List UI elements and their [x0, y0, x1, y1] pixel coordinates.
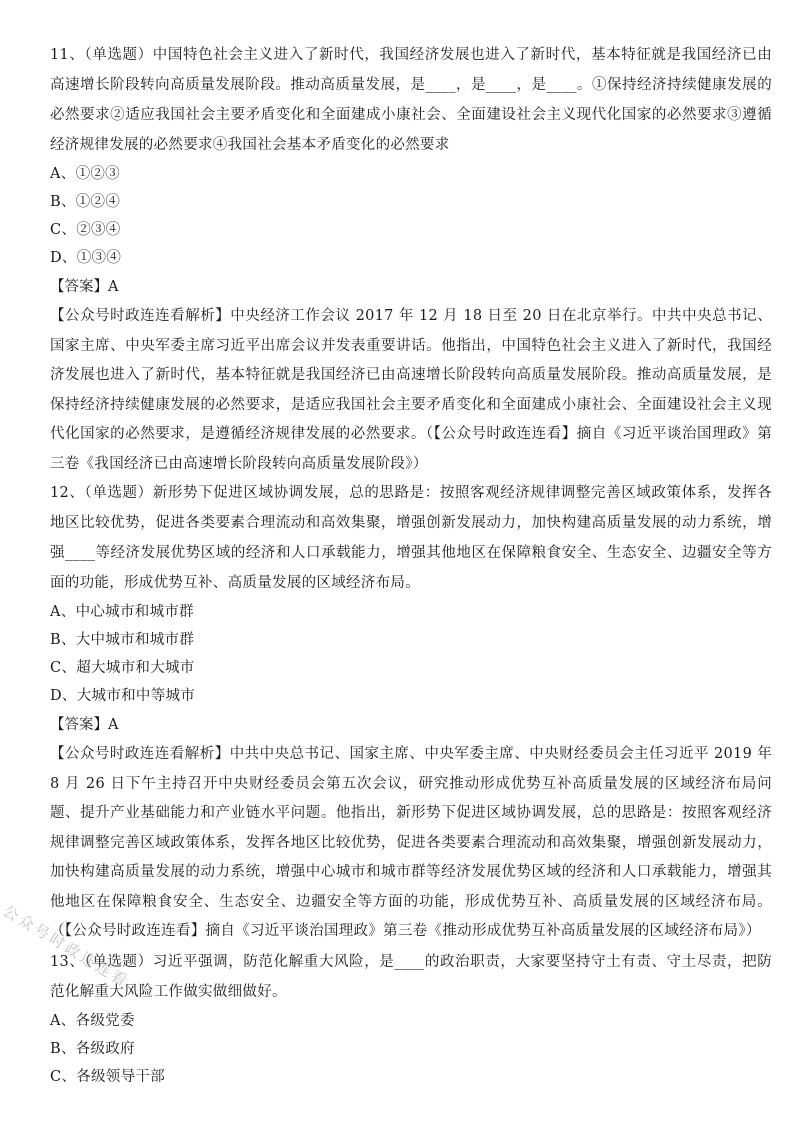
option-a: A、①②③: [50, 166, 120, 182]
question-11: [50, 40, 772, 479]
question-stem: 11、（单选题）中国特色社会主义进入了新时代，我国经济发展也进入了新时代，基本特征就是我国经济已由高速增长阶段转向高质量发展阶段。推动高质量发展，是____，是____，是____。①保持经济持续健康发展的必然要求②适应我国社会主要矛盾变化和全面建成小康社会、全面建设社会主义现代化国家的必然要求③遵循经济规律发展的必然要求④我国社会基本矛盾变化的必然要求: [50, 47, 772, 153]
answer-analysis: 【公众号时政连连看解析】中共中央总书记、国家主席、中央军委主席、中央财经委员会主任习近平 2019 年 8 月 26 日下午主持召开中央财经委员会第五次会议，研究推动形成优势互补高质量发展的区域经济布局问题、提升产业基础能力和产业链水平问题。他指出，新形势下促进区域协调发展，总的思路是：按照客观经济规律调整完善区域政策体系，发挥各地区比较优势，促进各类要素合理流动和高效集聚，增强创新发展动力，加快构建高质量发展的动力系统，增强中心城市和城市群等经济发展优势区域的经济和人口承载能力，增强其他地区在保障粮食安全、生态安全、边疆安全等方面的功能，形成优势互补、高质量发展的区域经济布局。（【公众号时政连连看】摘自《习近平谈治国理政》第三卷《推动形成优势互补高质量发展的区域经济布局》）: [50, 746, 772, 939]
option-list: [50, 160, 772, 272]
option-c: C、超大城市和大城市: [50, 660, 195, 676]
question-stem: 13、（单选题）习近平强调，防范化解重大风险，是____的政治职责，大家要坚持守土有责、守土尽责，把防范化解重大风险工作做实做细做好。: [50, 954, 772, 1000]
option-b: B、大中城市和城市群: [50, 632, 195, 648]
option-a: A、中心城市和城市群: [50, 604, 194, 620]
answer-label: 【答案】A: [50, 717, 119, 733]
option-a: A、各级党委: [50, 1013, 135, 1029]
option-b: B、各级政府: [50, 1041, 135, 1057]
question-stem: 12、（单选题）新形势下促进区域协调发展，总的思路是：按照客观经济规律调整完善区域政策体系，发挥各地区比较优势，促进各类要素合理流动和高效集聚，增强创新发展动力，加快构建高质量发展的动力系统，增强____等经济发展优势区域的经济和人口承载能力，增强其他地区在保障粮食安全、生态安全、边疆安全等方面的功能，形成优势互补、高质量发展的区域经济布局。: [50, 485, 772, 591]
answer-analysis: 【公众号时政连连看解析】中央经济工作会议 2017 年 12 月 18 日至 20 日在北京举行。中共中央总书记、国家主席、中央军委主席习近平出席会议并发表重要讲话。他指出，中国特色社会主义进入了新时代，我国经济发展也进入了新时代，基本特征就是我国经济已由高速增长阶段转向高质量发展阶段。推动高质量发展，是保持经济持续健康发展的必然要求，是适应我国社会主要矛盾变化和全面建成小康社会、全面建设社会主义现代化国家的必然要求，是遵循经济规律发展的必然要求。（【公众号时政连连看】摘自《习近平谈治国理政》第三卷《我国经济已由高速增长阶段转向高质量发展阶段》）: [50, 308, 772, 472]
option-c: C、②③④: [50, 222, 121, 238]
question-13: [50, 947, 772, 1091]
option-c: C、各级领导干部: [50, 1069, 165, 1085]
answer-label: 【答案】A: [50, 279, 119, 295]
option-list: [50, 598, 772, 710]
question-12: [50, 478, 772, 947]
watermark: 公众号时政连连看: [0, 901, 133, 992]
option-d: D、大城市和中等城市: [50, 688, 196, 704]
option-list: [50, 1007, 772, 1091]
option-b: B、①②④: [50, 194, 121, 210]
option-d: D、①③④: [50, 250, 122, 266]
